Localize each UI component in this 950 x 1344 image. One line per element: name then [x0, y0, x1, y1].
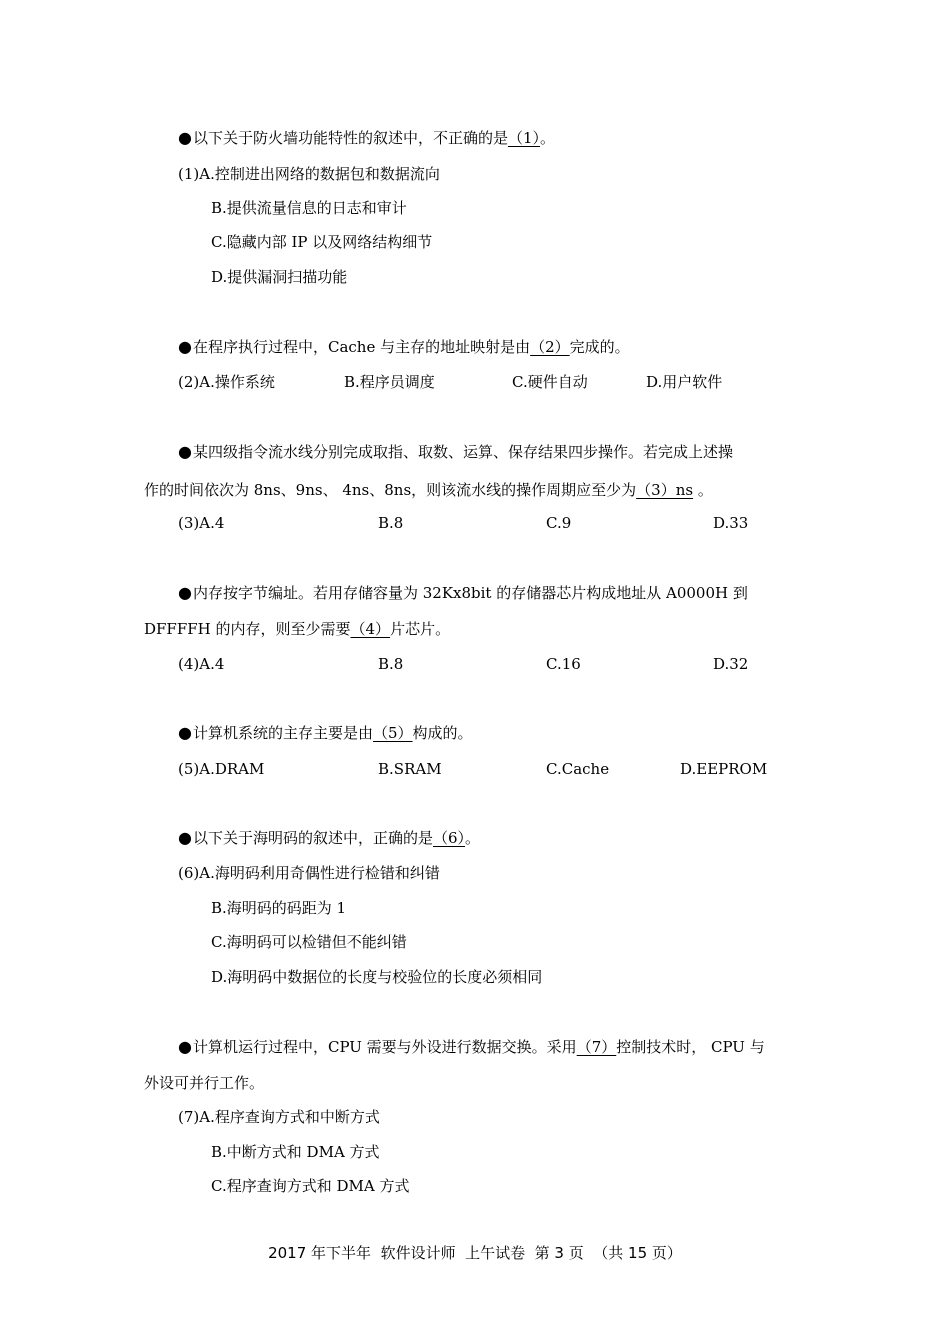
q4-option-c: C.16: [546, 655, 581, 673]
bullet-icon: ●: [178, 337, 192, 356]
q1-option-d: D.提供漏洞扫描功能: [211, 268, 348, 286]
question-2-text-end: 完成的。: [569, 338, 630, 356]
answer-blank-1: （1）: [507, 129, 541, 147]
question-3-text: 某四级指令流水线分别完成取指、取数、运算、保存结果四步操作。若完成上述操: [192, 443, 733, 461]
question-4-text-cont: DFFFFH 的内存，则至少需要: [144, 620, 351, 638]
question-4-text-end: 片芯片。: [390, 620, 451, 638]
bullet-icon: ●: [178, 583, 192, 602]
q3-option-c: C.9: [546, 514, 572, 532]
question-1-text-end: 。: [540, 129, 556, 147]
question-6-text-end: 。: [465, 829, 481, 847]
q4-option-b: B.8: [378, 655, 404, 673]
question-2-stem: [178, 338, 630, 356]
question-2-text: 在程序执行过程中，Cache 与主存的地址映射是由: [192, 338, 531, 356]
question-7-stem-line1: [178, 1038, 765, 1056]
answer-blank-3: （3）ns: [636, 481, 694, 499]
question-3-text-end: 。: [693, 481, 713, 499]
answer-blank-2: （2）: [530, 338, 570, 356]
answer-blank-4: （4）: [350, 620, 391, 638]
q6-option-d: D.海明码中数据位的长度与校验位的长度必须相同: [211, 968, 543, 986]
question-7-stem-line2: 外设可并行工作。: [144, 1074, 265, 1092]
question-4-stem-line2: [144, 620, 450, 638]
question-5-text-end: 构成的。: [412, 724, 473, 742]
bullet-icon: ●: [178, 128, 192, 147]
question-3-stem-line1: [178, 443, 733, 461]
page-footer: 2017 年下半年 软件设计师 上午试卷 第 3 页 （共 15 页）: [268, 1244, 682, 1262]
q7-option-b: B.中断方式和 DMA 方式: [211, 1143, 380, 1161]
question-1-stem: [178, 129, 555, 147]
question-7-text-cont: 控制技术时， CPU 与: [616, 1038, 765, 1056]
q5-option-c: C.Cache: [546, 760, 610, 778]
q7-option-c: C.程序查询方式和 DMA 方式: [211, 1177, 410, 1195]
bullet-icon: ●: [178, 442, 192, 461]
bullet-icon: ●: [178, 828, 192, 847]
question-3-text-cont: 作的时间依次为 8ns、9ns、 4ns、8ns，则该流水线的操作周期应至少为: [144, 481, 637, 499]
q3-option-a: (3)A.4: [178, 514, 225, 532]
answer-blank-6: （6）: [432, 829, 466, 847]
q6-option-b: B.海明码的码距为 1: [211, 899, 347, 917]
q7-option-a: (7)A.程序查询方式和中断方式: [178, 1108, 380, 1126]
question-6-stem: [178, 829, 480, 847]
q2-option-a: (2)A.操作系统: [178, 373, 275, 391]
answer-blank-7: （7）: [576, 1038, 617, 1056]
q6-option-a: (6)A.海明码利用奇偶性进行检错和纠错: [178, 864, 440, 882]
bullet-icon: ●: [178, 723, 192, 742]
question-7-text: 计算机运行过程中，CPU 需要与外设进行数据交换。采用: [192, 1038, 577, 1056]
bullet-icon: ●: [178, 1037, 192, 1056]
q3-option-b: B.8: [378, 514, 404, 532]
q1-option-c: C.隐藏内部 IP 以及网络结构细节: [211, 233, 433, 251]
question-3-stem-line2: [144, 481, 713, 499]
question-5-stem: [178, 724, 473, 742]
q1-option-b: B.提供流量信息的日志和审计: [211, 199, 407, 217]
question-6-text: 以下关于海明码的叙述中，正确的是: [192, 829, 433, 847]
q5-option-a: (5)A.DRAM: [178, 760, 265, 778]
q4-option-a: (4)A.4: [178, 655, 225, 673]
q6-option-c: C.海明码可以检错但不能纠错: [211, 933, 407, 951]
question-4-text: 内存按字节编址。若用存储容量为 32Kx8bit 的存储器芯片构成地址从 A0000H 到: [192, 584, 748, 602]
q2-option-d: D.用户软件: [646, 373, 723, 391]
q3-option-d: D.33: [713, 514, 749, 532]
q1-option-a: (1)A.控制进出网络的数据包和数据流向: [178, 165, 440, 183]
q2-option-c: C.硬件自动: [512, 373, 588, 391]
question-1-text: 以下关于防火墙功能特性的叙述中，不正确的是: [192, 129, 508, 147]
question-4-stem-line1: [178, 584, 748, 602]
q2-option-b: B.程序员调度: [344, 373, 435, 391]
q5-option-d: D.EEPROM: [680, 760, 768, 778]
q5-option-b: B.SRAM: [378, 760, 442, 778]
answer-blank-5: （5）: [372, 724, 413, 742]
question-5-text: 计算机系统的主存主要是由: [192, 724, 373, 742]
q4-option-d: D.32: [713, 655, 749, 673]
